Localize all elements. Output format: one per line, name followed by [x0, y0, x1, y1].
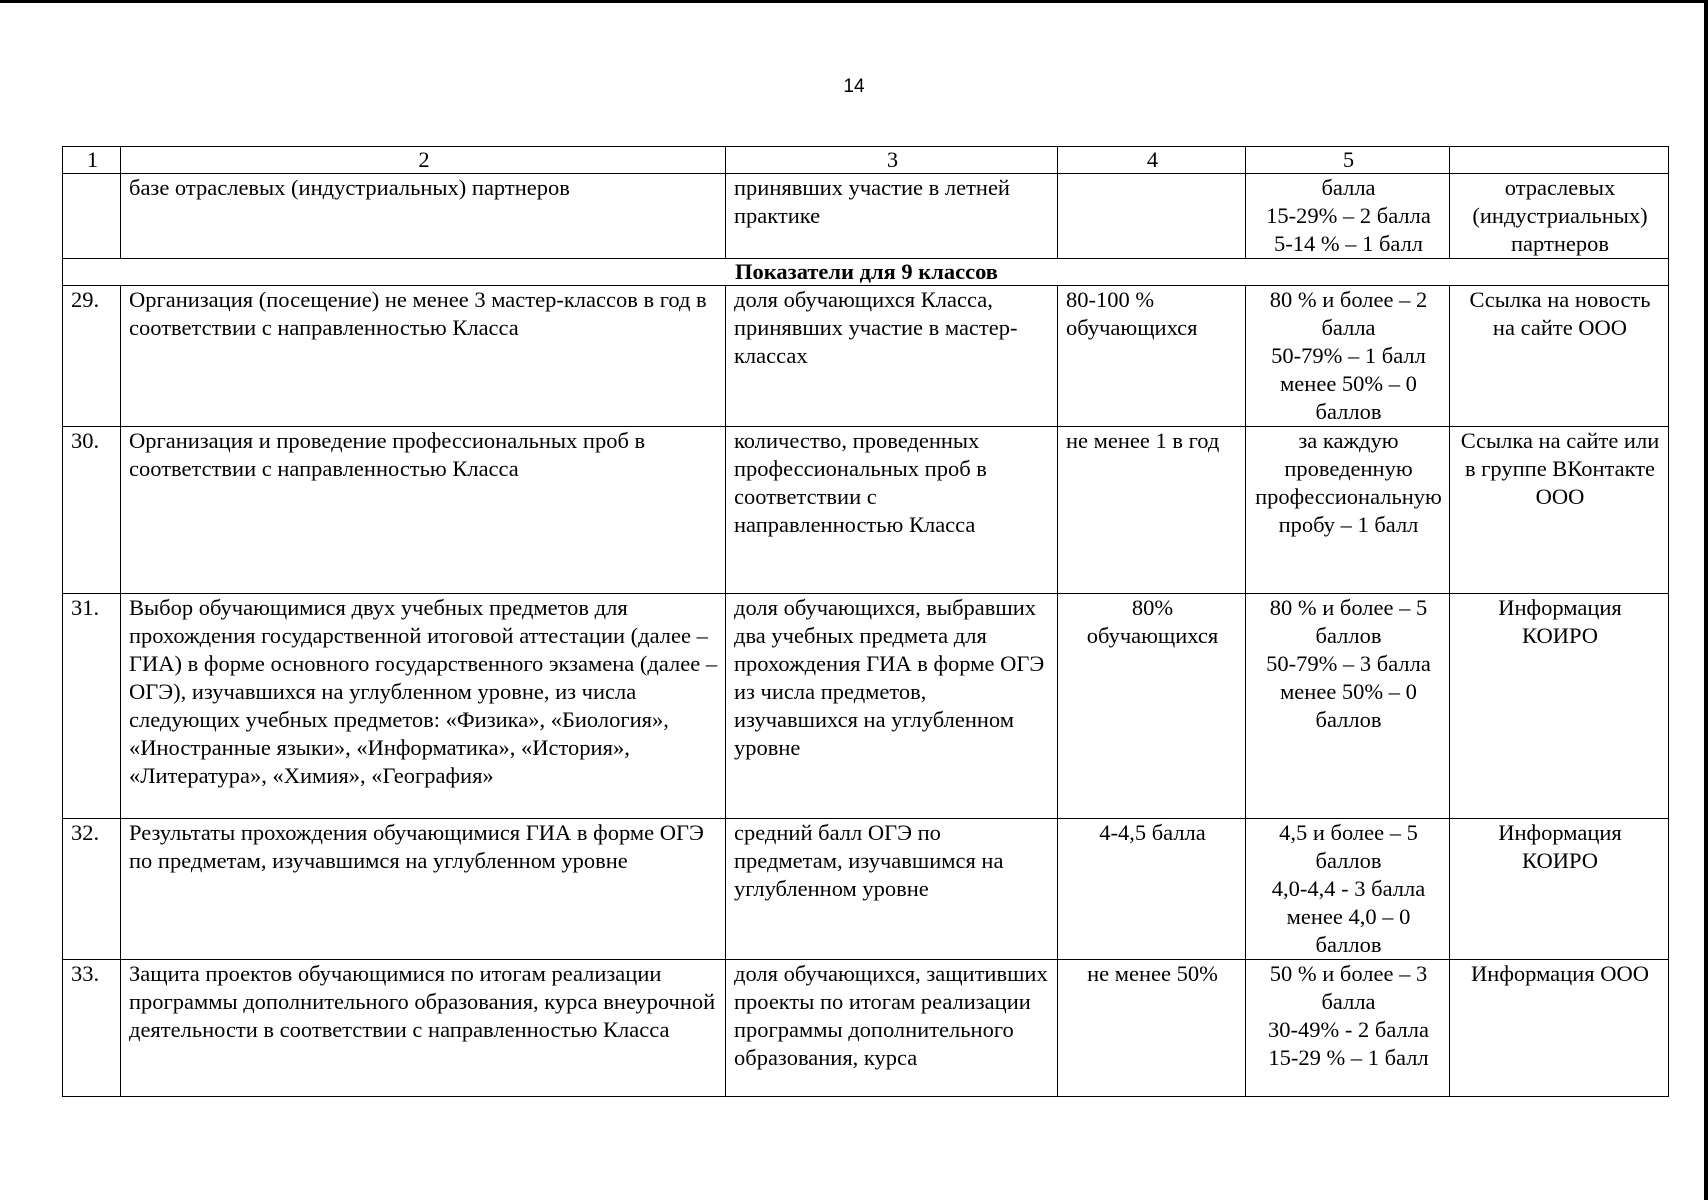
- source-cell: Информация КОИРО: [1450, 819, 1669, 960]
- source-cell: отраслевых (индустриальных) партнеров: [1450, 174, 1669, 259]
- scoring-line: 4,0-4,4 - 3 балла: [1271, 876, 1426, 901]
- row-number: 32.: [63, 819, 121, 960]
- header-cell-4: 4: [1058, 147, 1246, 174]
- target-cell: 4-4,5 балла: [1058, 819, 1246, 960]
- row-number: 29.: [63, 286, 121, 427]
- source-cell: Информация ООО: [1450, 960, 1669, 1097]
- scoring-cell: [1246, 594, 1450, 819]
- scoring-line: менее 50% – 0 баллов: [1280, 679, 1417, 732]
- section-title: Показатели для 9 классов: [63, 259, 1669, 286]
- measure-cell: средний балл ОГЭ по предметам, изучавшимся на углубленном уровне: [726, 819, 1058, 960]
- table-row: [63, 286, 1669, 427]
- row-number: [63, 174, 121, 259]
- header-cell-2: 2: [121, 147, 726, 174]
- table-row-continuation: [63, 174, 1669, 259]
- section-row: [63, 259, 1669, 286]
- source-cell: Информация КОИРО: [1450, 594, 1669, 819]
- scoring-line: 15-29 % – 1 балл: [1268, 1045, 1429, 1070]
- row-number: 33.: [63, 960, 121, 1097]
- target-cell: 80-100 % обучающихся: [1058, 286, 1246, 427]
- target-cell: 80% обучающихся: [1058, 594, 1246, 819]
- target-cell: не менее 1 в год: [1058, 427, 1246, 594]
- scoring-line: 50-79% – 3 балла: [1266, 651, 1431, 676]
- scoring-cell: [1246, 286, 1450, 427]
- scoring-cell: [1246, 819, 1450, 960]
- scoring-cell: [1246, 427, 1450, 594]
- scoring-line: менее 4,0 – 0 баллов: [1286, 904, 1411, 957]
- header-cell-5: 5: [1246, 147, 1450, 174]
- table-row: [63, 427, 1669, 594]
- scoring-line: 4,5 и более – 5 баллов: [1279, 820, 1418, 873]
- scoring-line: 50-79% – 1 балл: [1271, 343, 1426, 368]
- scoring-cell: [1246, 174, 1450, 259]
- row-number: 31.: [63, 594, 121, 819]
- scoring-line: 30-49% - 2 балла: [1268, 1017, 1429, 1042]
- table-row: [63, 594, 1669, 819]
- scoring-line: за каждую проведенную профессиональную пробу – 1 балл: [1255, 428, 1442, 537]
- scan-right-edge: [1704, 0, 1708, 1200]
- page-number: 14: [843, 76, 865, 97]
- source-cell: Ссылка на сайте или в группе ВКонтакте ООО: [1450, 427, 1669, 594]
- target-cell: не менее 50%: [1058, 960, 1246, 1097]
- scoring-cell: [1246, 960, 1450, 1097]
- source-cell: Ссылка на новость на сайте ООО: [1450, 286, 1669, 427]
- header-cell-1: 1: [63, 147, 121, 174]
- indicator-cell: Выбор обучающимися двух учебных предметов для прохождения государственной итоговой аттестации (далее – ГИА) в форме основного государственного экзамена (далее – ОГЭ), изучавшихся на углубленном уровне, из числа следующих учебных предметов: «Физика», «Биология», «Иностранные языки», «Информатика», «История», «Литература», «Химия», «География»: [121, 594, 726, 819]
- row-number: 30.: [63, 427, 121, 594]
- target-cell: [1058, 174, 1246, 259]
- scan-top-edge: [0, 0, 1708, 3]
- indicator-cell: базе отраслевых (индустриальных) партнеров: [121, 174, 726, 259]
- scoring-line: 5-14 % – 1 балл: [1273, 231, 1424, 256]
- indicator-cell: Защита проектов обучающимися по итогам реализации программы дополнительного образования, курса внеурочной деятельности в соответствии с направленностью Класса: [121, 960, 726, 1097]
- scoring-line: балла: [1321, 175, 1376, 200]
- indicator-cell: Организация и проведение профессиональных проб в соответствии с направленностью Класса: [121, 427, 726, 594]
- measure-cell: доля обучающихся, выбравших два учебных предмета для прохождения ГИА в форме ОГЭ из числа предметов, изучавшихся на углубленном уровне: [726, 594, 1058, 819]
- scoring-line: 80 % и более – 5 баллов: [1269, 595, 1428, 648]
- criteria-table: [62, 146, 1669, 1097]
- indicator-cell: Результаты прохождения обучающимися ГИА в форме ОГЭ по предметам, изучавшимся на углубленном уровне: [121, 819, 726, 960]
- measure-cell: принявших участие в летней практике: [726, 174, 1058, 259]
- measure-cell: доля обучающихся, защитивших проекты по итогам реализации программы дополнительного образования, курса: [726, 960, 1058, 1097]
- indicator-cell: Организация (посещение) не менее 3 мастер-классов в год в соответствии с направленностью Класса: [121, 286, 726, 427]
- table-row: [63, 960, 1669, 1097]
- header-cell-3: 3: [726, 147, 1058, 174]
- scoring-line: менее 50% – 0 баллов: [1280, 371, 1417, 424]
- scoring-line: 15-29% – 2 балла: [1266, 203, 1431, 228]
- measure-cell: количество, проведенных профессиональных проб в соответствии с направленностью Класса: [726, 427, 1058, 594]
- measure-cell: доля обучающихся Класса, принявших участие в мастер-классах: [726, 286, 1058, 427]
- scoring-line: 80 % и более – 2 балла: [1269, 287, 1428, 340]
- header-row: [63, 147, 1669, 174]
- table-row: [63, 819, 1669, 960]
- scoring-line: 50 % и более – 3 балла: [1269, 961, 1428, 1014]
- header-cell-6: [1450, 147, 1669, 174]
